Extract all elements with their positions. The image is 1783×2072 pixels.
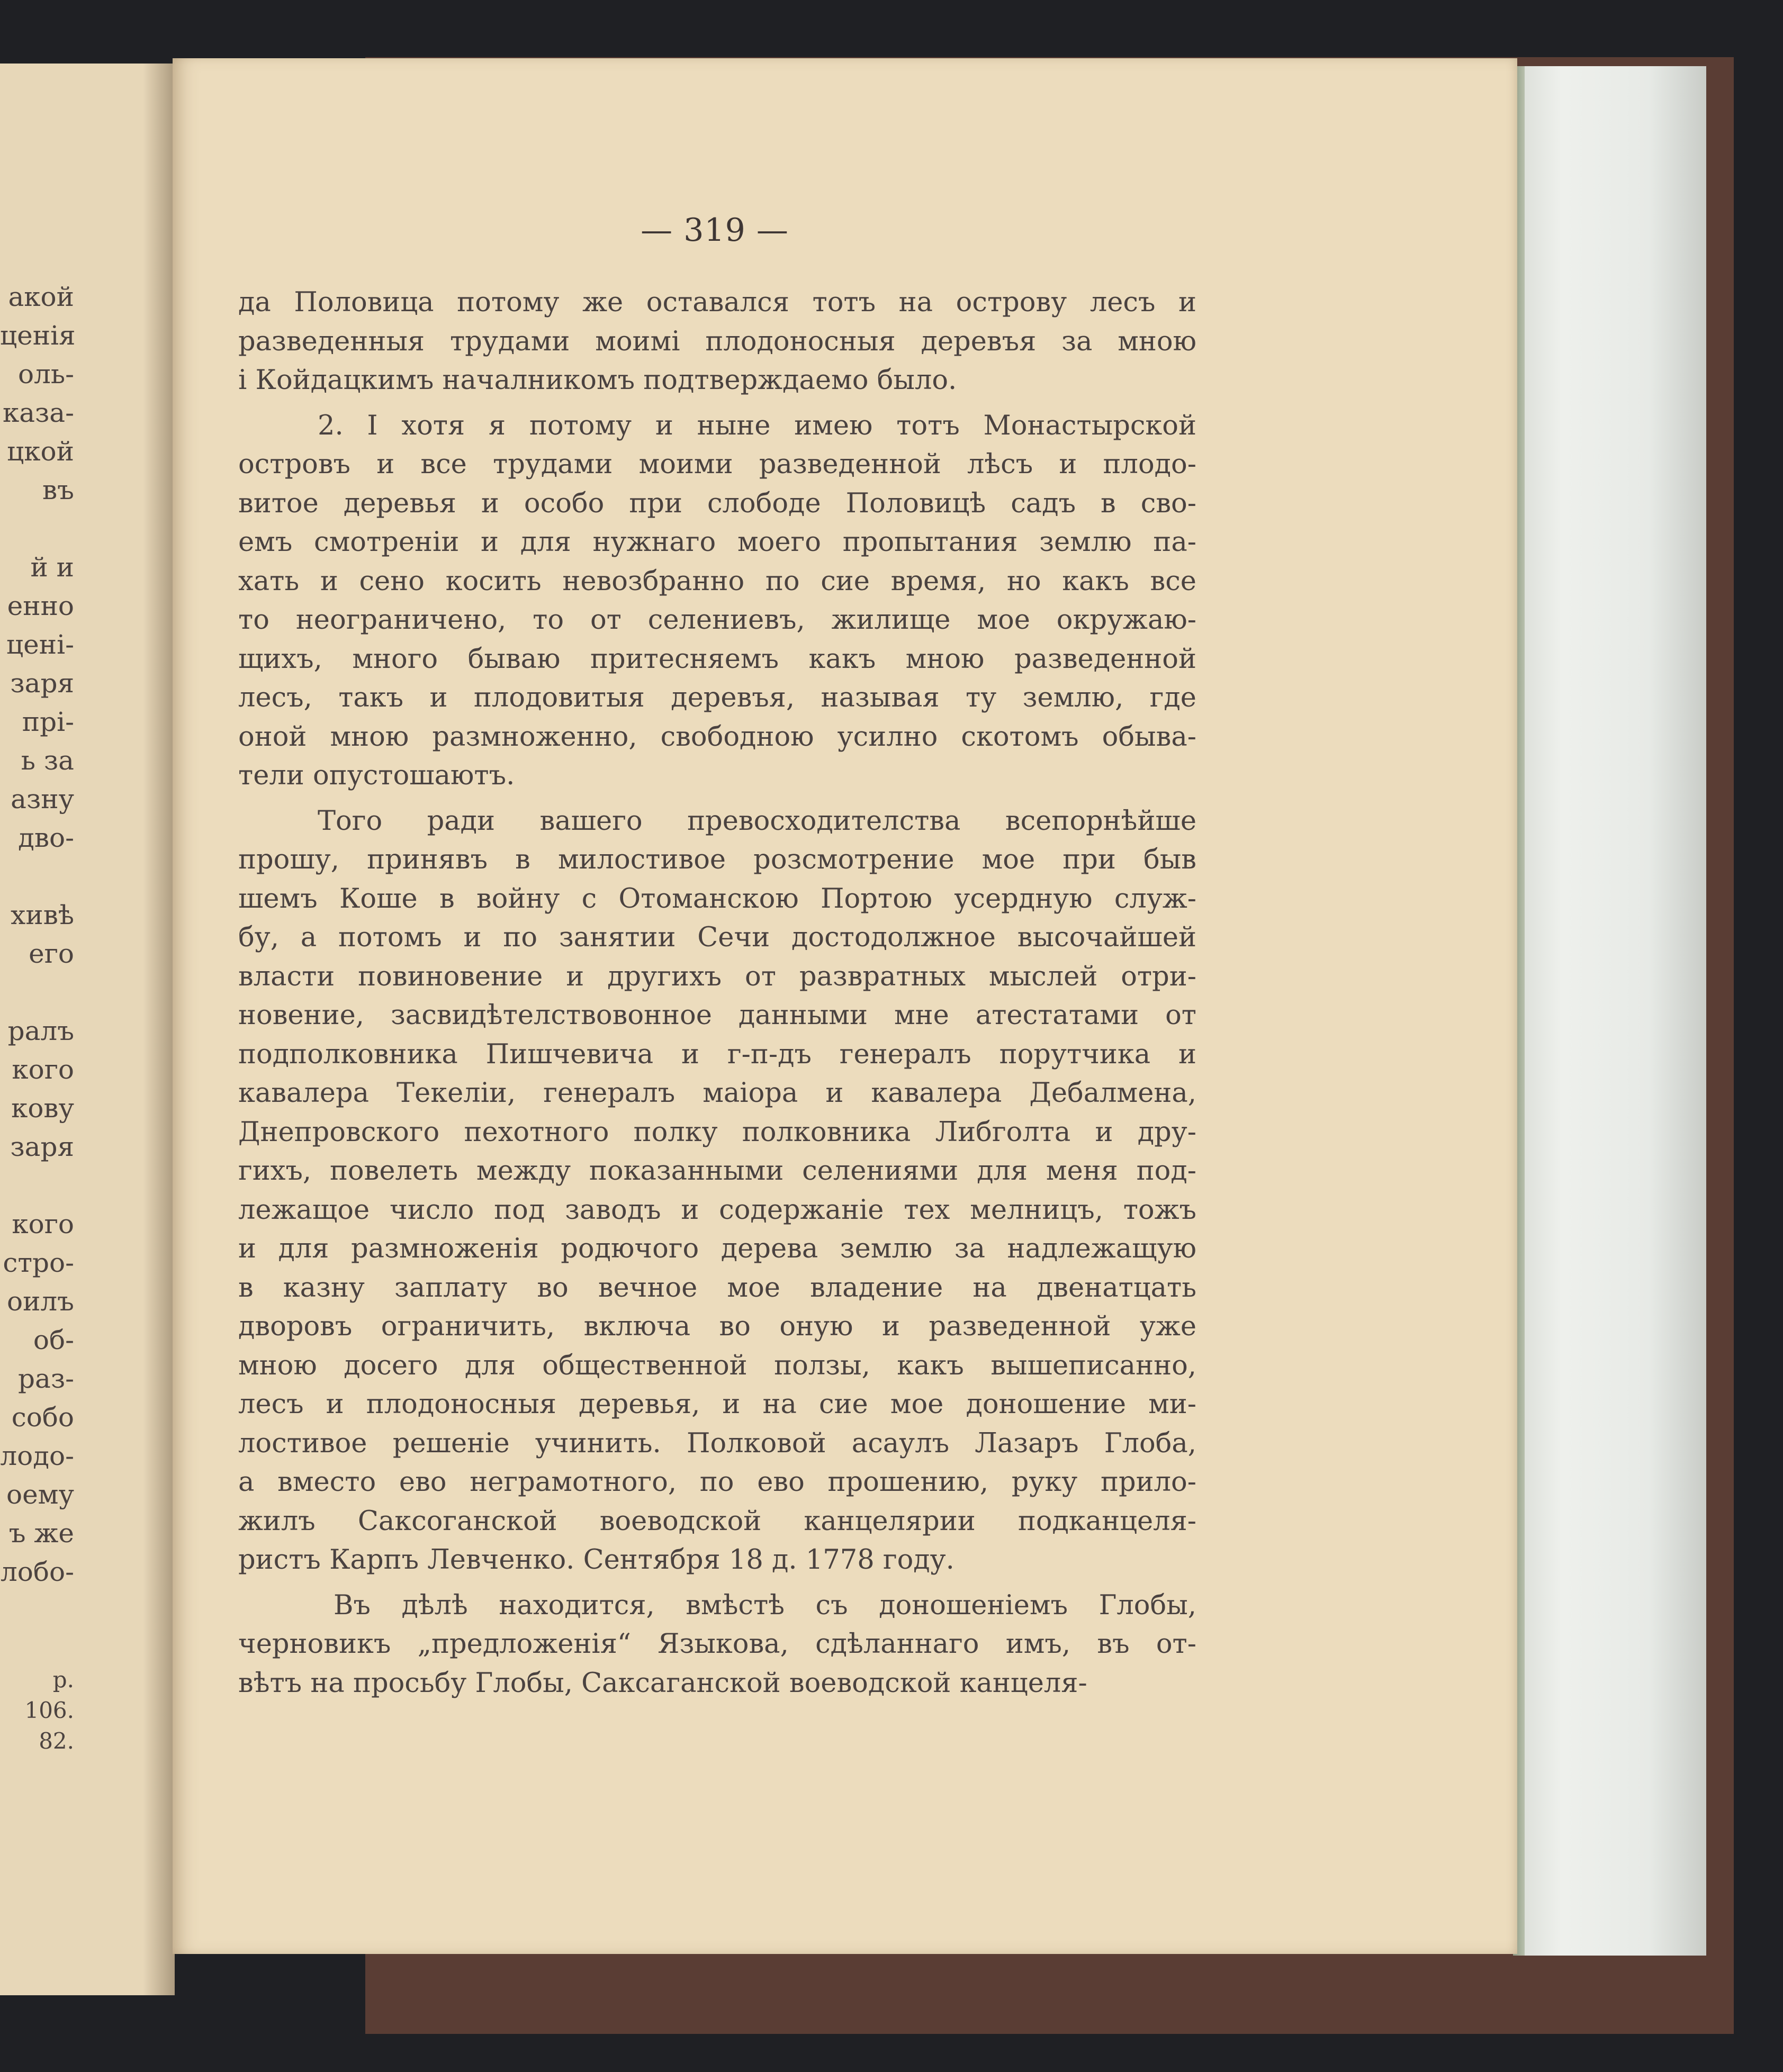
text-line: ристъ Карпъ Левченко. Сентября 18 д. 1778 году.	[238, 1544, 954, 1576]
text-line: тели опустошаютъ.	[238, 760, 515, 791]
text-line: то неограничено, то от селениевъ, жилище мое окружаю-	[238, 604, 1196, 636]
left-page-line: хивѣ	[11, 900, 74, 930]
left-page-line: об-	[33, 1325, 74, 1355]
text-line: 2. І хотя я потому и ныне имею тотъ Монастырской	[318, 410, 1196, 441]
left-page-line: каза-	[2, 397, 74, 428]
text-line: вѣтъ на просьбу Глобы, Саксаганской воеводской канцеля-	[238, 1667, 1087, 1699]
left-page-line: оль-	[18, 359, 74, 390]
text-line: островъ и все трудами моими разведенной лѣсъ и плодо-	[238, 449, 1196, 480]
text-line: лостивое решеніе учинить. Полковой асаулъ Лазаръ Глоба,	[238, 1427, 1196, 1459]
text-line: шемъ Коше в войну с Отоманскою Портою усердную служ-	[238, 883, 1196, 915]
paragraph	[238, 406, 1196, 795]
page-body-text	[238, 283, 1196, 1709]
text-line: подполковника Пишчевича и г-п-дъ генералъ порутчика и	[238, 1038, 1196, 1070]
left-page-line: прі-	[22, 707, 74, 737]
left-page-line: собо	[11, 1402, 74, 1433]
left-page	[0, 64, 175, 1995]
text-line: новение, засвидѣтелствовонное данными мне атестатами от	[238, 1000, 1196, 1031]
page-number: — 319 —	[641, 212, 789, 249]
text-line: черновикъ „предложенія“ Языкова, сдѣланнаго имъ, въ от-	[238, 1628, 1196, 1660]
left-page-line: ь за	[21, 745, 74, 776]
left-page-footnote-line: 82.	[39, 1728, 74, 1754]
paragraph	[238, 283, 1196, 400]
text-line: да Половица потому же оставался тотъ на острову лесъ и	[238, 287, 1196, 318]
page-stack-edge	[1513, 66, 1706, 1956]
left-page-line: дво-	[18, 822, 74, 853]
left-page-line: кого	[12, 1054, 74, 1085]
text-line: лесъ и плодоносныя деревья, и на сие мое доношение ми-	[238, 1389, 1196, 1420]
text-line: оной мною размноженно, свободною усилно скотомъ обыва-	[238, 721, 1196, 753]
left-page-text-fragments	[0, 278, 74, 1591]
left-page-line: кову	[11, 1093, 74, 1124]
text-line: хать и сено косить невозбранно по сие время, но какъ все	[238, 565, 1196, 597]
left-page-line: ценія	[0, 320, 76, 351]
left-page-line: цкой	[7, 436, 74, 467]
text-line: і Койдацкимъ началникомъ подтверждаемо было.	[238, 365, 957, 396]
left-page-line: кого	[12, 1209, 74, 1239]
left-page-line: заря	[10, 1132, 74, 1162]
text-line: власти повиновение и другихъ от развратных мыслей отри-	[238, 961, 1196, 992]
left-page-line: азну	[11, 784, 74, 815]
left-page-line: лобо-	[1, 1557, 74, 1587]
left-page-line	[0, 973, 74, 1012]
left-page-line: ралъ	[7, 1016, 74, 1046]
left-page-line: енно	[7, 591, 74, 621]
left-page-line: оему	[6, 1479, 74, 1510]
text-line: кавалера Текеліи, генералъ маіора и кавалера Дебалмена,	[238, 1078, 1196, 1109]
text-line: и для размноженія родючого дерева землю за надлежащую	[238, 1233, 1196, 1264]
text-line: емъ смотреніи и для нужнаго моего пропытания землю па-	[238, 527, 1196, 558]
text-line: жилъ Саксоганской воеводской канцелярии подканцеля-	[238, 1505, 1196, 1537]
left-page-footnote	[0, 1664, 74, 1757]
left-page-line	[0, 1166, 74, 1205]
text-line: витое деревья и особо при слободе Половицѣ садъ в сво-	[238, 487, 1196, 519]
left-page-footnote-line: р. 106.	[24, 1667, 74, 1723]
paragraph	[238, 1586, 1196, 1703]
left-page-line: цені-	[6, 629, 74, 660]
left-page-line: заря	[10, 668, 74, 699]
left-page-line	[0, 510, 74, 548]
left-page-line: его	[29, 938, 74, 969]
text-line: дворовъ ограничить, включа во оную и разведенной уже	[238, 1311, 1196, 1342]
left-page-line: стро-	[3, 1247, 74, 1278]
paragraph	[238, 802, 1196, 1580]
text-line: в казну заплату во вечное мое владение на двенатцать	[238, 1272, 1196, 1304]
left-page-line: й и	[30, 552, 74, 583]
left-page-line: раз-	[18, 1363, 74, 1394]
left-page-line: въ	[42, 475, 74, 505]
left-page-line: акой	[8, 282, 74, 312]
text-line: Того ради вашего превосходителства всепорнѣйше	[318, 805, 1196, 837]
text-line: а вместо ево неграмотного, по ево прошению, руку прило-	[238, 1467, 1196, 1498]
text-line: разведенныя трудами моимі плодоносныя деревъя за мною	[238, 325, 1196, 357]
left-page-line: ъ же	[8, 1518, 74, 1549]
text-line: лесъ, такъ и плодовитыя деревъя, называя ту землю, где	[238, 682, 1196, 713]
text-line: щихъ, много бываю притесняемъ какъ мною разведенной	[238, 643, 1196, 675]
text-line: Въ дѣлѣ находится, вмѣстѣ съ доношеніемъ Глобы,	[334, 1589, 1196, 1621]
text-line: гихъ, повелеть между показанными селениями для меня под-	[238, 1155, 1196, 1187]
left-page-line	[0, 857, 74, 896]
left-page-line: оилъ	[6, 1286, 74, 1317]
text-line: лежащое число под заводъ и содержаніе тех мелницъ, тожъ	[238, 1194, 1196, 1226]
text-line: бу, а потомъ и по занятии Сечи достодолжное высочайшей	[238, 922, 1196, 953]
text-line: Днепровского пехотного полку полковника Либголта и дру-	[238, 1116, 1196, 1148]
left-page-line: лодо-	[0, 1441, 74, 1471]
text-line: мною досего для общественной ползы, какъ вышеписанно,	[238, 1350, 1196, 1381]
text-line: прошу, принявъ в милостивое розсмотрение мое при быв	[238, 844, 1196, 875]
